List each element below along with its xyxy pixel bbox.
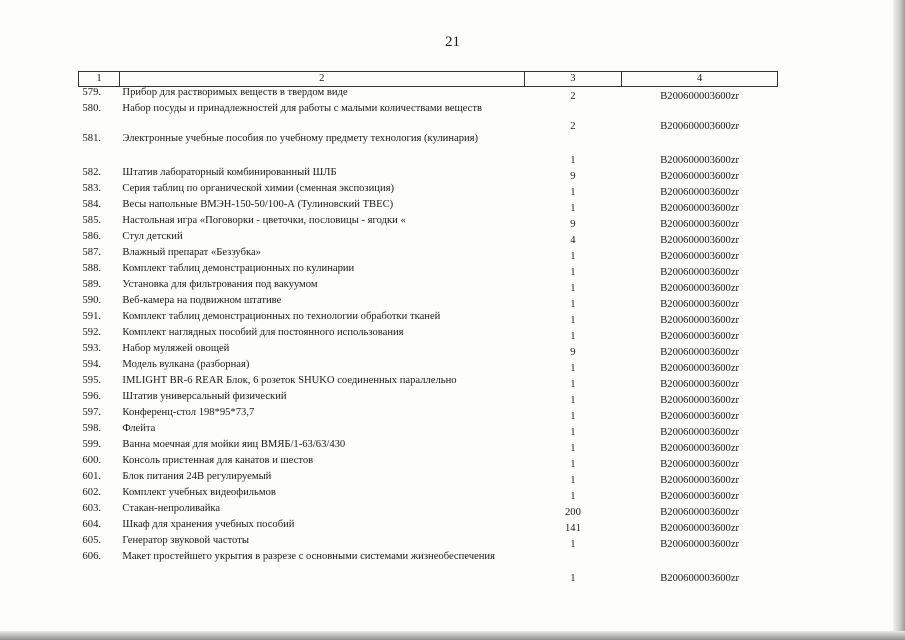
item-quantity: 1 [570,267,576,278]
table-header [79,72,778,87]
item-quantity: 1 [570,283,576,294]
item-quantity: 1 [570,315,576,326]
item-quantity: 141 [564,523,581,534]
item-name: Установка для фильтрования под вакуумом [122,279,318,290]
row-number: 599. [82,439,102,450]
item-code: B200600003600zr [660,299,740,310]
table-row [79,215,778,231]
item-code: B200600003600zr [660,395,740,406]
item-quantity: 1 [570,459,576,470]
table-row [79,343,778,359]
table-row [79,519,778,535]
item-quantity: 1 [570,443,576,454]
table-row [79,551,778,585]
table-row [79,439,778,455]
item-code: B200600003600zr [660,315,740,326]
row-number: 583. [82,183,102,194]
item-code: B200600003600zr [660,91,740,102]
item-code: B200600003600zr [660,347,740,358]
item-name: Ванна моечная для мойки яиц ВМЯБ/1-63/63/430 [122,439,346,450]
item-quantity: 1 [570,203,576,214]
item-name: Консоль пристенная для канатов и шестов [122,455,314,466]
item-quantity: 1 [570,363,576,374]
item-quantity: 1 [570,475,576,486]
item-code: B200600003600zr [660,331,740,342]
table-row [79,311,778,327]
table-row [79,535,778,551]
header-col-2: 2 [119,72,524,87]
table-row [79,407,778,423]
page-number: 21 [445,34,460,50]
item-code: B200600003600zr [660,203,740,214]
item-quantity: 1 [570,573,576,584]
inventory-table [78,71,778,585]
item-code: B200600003600zr [660,443,740,454]
row-number: 594. [82,359,102,370]
item-name: Настольная игра «Поговорки - цветочки, пословицы - ягодки « [122,215,406,226]
item-code: B200600003600zr [660,539,740,550]
item-code: B200600003600zr [660,411,740,422]
item-name: IMLIGHT BR-6 REAR Блок, 6 розеток SHUKO соединенных параллельно [122,375,457,386]
item-name: Комплект таблиц демонстрационных по технологии обработки тканей [122,311,441,322]
row-number: 587. [82,247,102,258]
row-number: 591. [82,311,102,322]
item-code: B200600003600zr [660,283,740,294]
item-code: B200600003600zr [660,235,740,246]
item-code: B200600003600zr [660,459,740,470]
row-number: 596. [82,391,102,402]
row-number: 592. [82,327,102,338]
row-number: 590. [82,295,102,306]
item-quantity: 1 [570,539,576,550]
table-row [79,133,778,167]
row-number: 597. [82,407,102,418]
item-name: Штатив универсальный физический [122,391,287,402]
item-code: B200600003600zr [660,121,740,132]
item-code: B200600003600zr [660,427,740,438]
item-code: B200600003600zr [660,187,740,198]
row-number: 602. [82,487,102,498]
row-number: 588. [82,263,102,274]
item-code: B200600003600zr [660,267,740,278]
item-quantity: 9 [570,347,576,358]
item-name: Прибор для растворимых веществ в твердом виде [122,87,348,98]
header-col-1: 1 [79,72,120,87]
item-quantity: 1 [570,395,576,406]
row-number: 581. [82,133,102,144]
table-row [79,487,778,503]
item-code: B200600003600zr [660,171,740,182]
item-quantity: 4 [570,235,576,246]
table-row [79,103,778,133]
item-name: Электронные учебные пособия по учебному предмету технология (кулинария) [122,133,479,144]
row-number: 601. [82,471,102,482]
header-col-4: 4 [622,72,778,87]
row-number: 580. [82,103,102,114]
item-quantity: 9 [570,171,576,182]
item-name: Штатив лабораторный комбинированный ШЛБ [122,167,337,178]
item-name: Комплект таблиц демонстрационных по кулинарии [122,263,355,274]
item-name: Веб-камера на подвижном штативе [122,295,282,306]
item-quantity: 1 [570,491,576,502]
row-number: 589. [82,279,102,290]
table-row [79,199,778,215]
table-row [79,87,778,104]
header-col-3: 3 [524,72,622,87]
item-quantity: 1 [570,411,576,422]
item-name: Весы напольные ВМЭН-150-50/100-А (Тулиновский ТВЕС) [122,199,394,210]
item-code: B200600003600zr [660,219,740,230]
table-row [79,167,778,183]
item-name: Стакан-непроливайка [122,503,221,514]
item-name: Генератор звуковой частоты [122,535,249,546]
item-quantity: 200 [564,507,581,518]
row-number: 604. [82,519,102,530]
item-code: B200600003600zr [660,573,740,584]
item-name: Влажный препарат «Беззубка» [122,247,261,258]
item-quantity: 1 [570,299,576,310]
item-code: B200600003600zr [660,491,740,502]
row-number: 579. [82,87,102,98]
row-number: 582. [82,167,102,178]
table-row [79,263,778,279]
item-name: Шкаф для хранения учебных пособий [122,519,295,530]
item-code: B200600003600zr [660,523,740,534]
item-name: Конференц-стол 198*95*73,7 [122,407,255,418]
row-number: 598. [82,423,102,434]
table-row [79,471,778,487]
table-row [79,279,778,295]
scan-edge-bottom [0,631,905,640]
item-quantity: 1 [570,187,576,198]
item-name: Комплект учебных видеофильмов [122,487,276,498]
item-name: Модель вулкана (разборная) [122,359,250,370]
table-row [79,247,778,263]
row-number: 600. [82,455,102,466]
item-quantity: 1 [570,155,576,166]
row-number: 606. [82,551,102,562]
item-quantity: 2 [570,121,576,132]
row-number: 605. [82,535,102,546]
header-row [79,72,778,87]
item-quantity: 2 [570,91,576,102]
item-name: Набор муляжей овощей [122,343,230,354]
row-number: 603. [82,503,102,514]
item-name: Макет простейшего укрытия в разрезе с основными системами жизнеобеспечения [122,551,495,562]
item-code: B200600003600zr [660,507,740,518]
table-body [79,87,778,586]
row-number: 595. [82,375,102,386]
item-quantity: 1 [570,379,576,390]
item-name: Флейта [122,423,156,434]
table-row [79,375,778,391]
item-quantity: 1 [570,331,576,342]
item-name: Серия таблиц по органической химии (сменная экспозиция) [122,183,395,194]
table-row [79,183,778,199]
table-row [79,423,778,439]
item-code: B200600003600zr [660,155,740,166]
item-quantity: 1 [570,251,576,262]
row-number: 593. [82,343,102,354]
table-row [79,295,778,311]
item-code: B200600003600zr [660,363,740,374]
table-row [79,391,778,407]
item-code: B200600003600zr [660,379,740,390]
table-row [79,455,778,471]
scan-edge-right [893,0,905,640]
item-quantity: 1 [570,427,576,438]
item-code: B200600003600zr [660,251,740,262]
item-name: Набор посуды и принадлежностей для работы с малыми количествами веществ [122,103,482,114]
item-name: Стул детский [122,231,183,242]
row-number: 586. [82,231,102,242]
table-row [79,327,778,343]
item-name: Блок питания 24В регулируемый [122,471,272,482]
table-row [79,503,778,519]
item-name: Комплект наглядных пособий для постоянного использования [122,327,404,338]
table-row [79,231,778,247]
item-code: B200600003600zr [660,475,740,486]
row-number: 584. [82,199,102,210]
row-number: 585. [82,215,102,226]
item-quantity: 9 [570,219,576,230]
table-row [79,359,778,375]
